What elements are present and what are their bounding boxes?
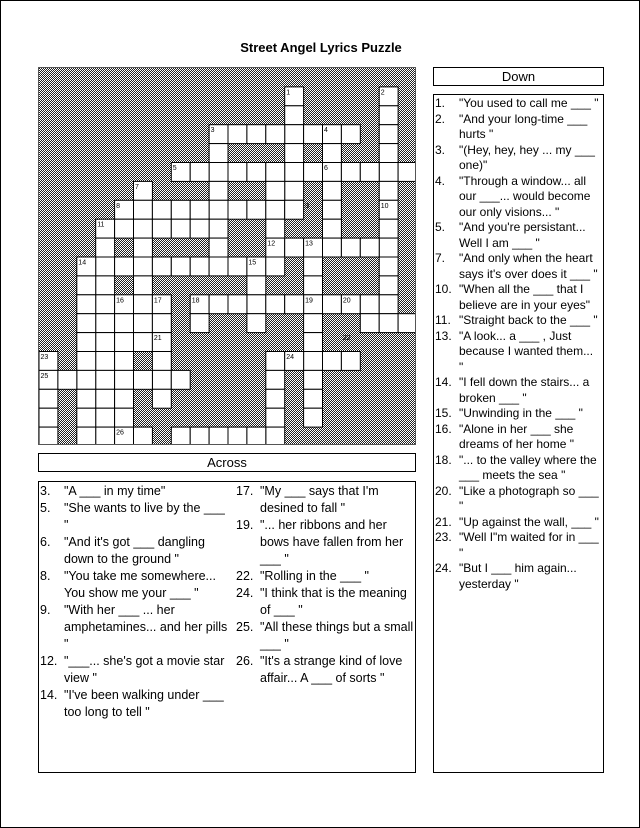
grid-cell[interactable] [209,181,228,200]
across-clue [40,568,230,602]
grid-cell[interactable] [304,333,323,352]
grid-cell[interactable] [285,106,304,125]
down-clue-number: 21. [435,514,452,529]
grid-cell[interactable] [323,295,342,314]
down-clue-list [435,96,600,592]
grid-cell[interactable] [379,314,398,333]
grid-cell[interactable] [134,257,153,276]
down-clue-text: "And your long-time ___ hurts " [459,111,588,141]
grid-cell[interactable] [323,238,342,257]
cell-number: 21 [153,335,162,343]
down-clue-text: "A look... a ___ , Just because I wanted them... " [459,328,594,374]
grid-cell[interactable] [115,389,134,408]
down-clue [435,112,600,143]
grid-cell[interactable] [171,257,190,276]
cell-number: 2 [380,89,385,97]
cell-number: 8 [116,202,121,210]
across-column-1 [40,483,230,721]
down-clue-number: 3. [435,142,446,157]
across-clue [236,517,414,568]
down-clue [435,406,600,422]
across-clue [40,602,230,653]
grid-cell[interactable] [96,370,115,389]
down-clue [435,453,600,484]
grid-cell[interactable] [247,125,266,144]
grid-cell[interactable] [247,276,266,295]
cell-number: 9 [305,202,310,210]
across-clue-number: 25. [236,620,254,634]
across-clues-panel [38,481,416,773]
grid-cell[interactable] [266,427,285,445]
cell-number: 22 [342,335,351,343]
grid-cell[interactable] [77,427,96,445]
across-clue-text: "___... she's got a movie star view " [64,654,225,685]
grid-cell[interactable] [285,200,304,219]
grid-cell[interactable] [247,200,266,219]
down-clue-text: "Well I"m waited for in ___ " [459,530,599,560]
grid-cell[interactable] [115,333,134,352]
grid-cell[interactable] [304,352,323,371]
across-clue [40,483,230,500]
cell-number: 4 [324,127,328,135]
grid-cell[interactable] [379,163,398,182]
down-clue-number: 7. [435,251,446,265]
grid-cell[interactable] [209,144,228,163]
down-clue [435,96,600,112]
grid-cell[interactable] [209,257,228,276]
down-clue [435,251,600,282]
grid-cell[interactable] [228,257,247,276]
grid-cell[interactable] [171,427,190,445]
grid-cell[interactable] [209,219,228,238]
grid-cell[interactable] [285,163,304,182]
cell-number: 1 [286,89,291,97]
grid-cell[interactable] [266,389,285,408]
cell-number: 12 [267,240,276,248]
across-clue-number: 5. [40,501,51,515]
grid-cell[interactable] [115,219,134,238]
grid-cell[interactable] [152,389,171,408]
across-clue-text: "With her ___ ... her amphetamines... and her pills " [64,603,228,651]
down-header: Down [433,67,604,86]
grid-cell[interactable] [285,125,304,144]
across-clue [40,500,230,534]
grid-cell[interactable] [228,163,247,182]
across-clue-text: "She wants to live by the ___ " [64,501,225,532]
grid-cell[interactable] [266,219,285,238]
grid-cell[interactable] [77,295,96,314]
grid-cell[interactable] [304,276,323,295]
grid-cell[interactable] [115,257,134,276]
cell-number: 10 [380,202,389,210]
grid-cell[interactable] [379,181,398,200]
grid-cell[interactable] [96,389,115,408]
grid-cell[interactable] [190,219,209,238]
grid-cell[interactable] [285,181,304,200]
grid-cell[interactable] [152,219,171,238]
grid-cell[interactable] [379,125,398,144]
grid-cell[interactable] [304,125,323,144]
grid-cell[interactable] [171,219,190,238]
across-clue-number: 17. [236,484,254,498]
grid-cell[interactable] [96,295,115,314]
down-clue [435,515,600,531]
grid-cell[interactable] [115,314,134,333]
grid-cell[interactable] [360,295,379,314]
grid-cell[interactable] [285,238,304,257]
down-clue-text: "I fell down the stairs... a broken ___ " [459,375,590,405]
grid-cell[interactable] [209,238,228,257]
down-clues-panel [433,94,604,773]
across-clue [40,653,230,687]
grid-cell[interactable] [190,257,209,276]
down-clue [435,530,600,561]
across-clue [236,653,414,687]
grid-cell[interactable] [228,295,247,314]
across-clue-text: "Rolling in the ___ " [260,569,369,583]
grid-cell[interactable] [77,408,96,427]
grid-cell[interactable] [77,276,96,295]
grid-cell[interactable] [379,219,398,238]
cell-number: 23 [40,354,49,361]
grid-cell[interactable] [209,163,228,182]
grid-cell[interactable] [152,257,171,276]
across-clue-number: 22. [236,569,254,583]
grid-cell[interactable] [96,314,115,333]
across-clue [40,687,230,721]
grid-cell[interactable] [115,408,134,427]
down-clue-number: 10. [435,282,452,296]
cell-number: 24 [286,354,294,361]
across-clue [236,568,414,585]
cell-number: 3 [210,127,215,135]
puzzle-title: Street Angel Lyrics Puzzle [240,40,402,55]
across-clue-number: 14. [40,688,58,702]
cell-number: 15 [248,259,257,267]
cell-number: 14 [78,259,87,267]
grid-cell[interactable] [209,427,228,445]
grid-cell[interactable] [209,295,228,314]
down-clue [435,561,600,592]
cell-number: 19 [305,297,313,305]
cell-number: 18 [191,297,200,305]
grid-cell[interactable] [323,181,342,200]
across-clue-number: 8. [40,569,51,583]
grid-cell[interactable] [398,163,416,182]
grid-cell[interactable] [341,125,360,144]
grid-cell[interactable] [209,200,228,219]
grid-cell[interactable] [379,106,398,125]
down-clue-number: 23. [435,530,452,544]
grid-cell[interactable] [285,144,304,163]
down-clue [435,282,600,313]
grid-cell[interactable] [266,352,285,371]
down-clue-number: 13. [435,328,452,343]
grid-cell[interactable] [247,295,266,314]
grid-cell[interactable] [115,370,134,389]
grid-cell[interactable] [96,238,115,257]
grid-cell[interactable] [39,408,58,427]
grid-cell[interactable] [266,295,285,314]
grid-cell[interactable] [190,314,209,333]
cell-number: 5 [172,165,177,172]
grid-cell[interactable] [341,238,360,257]
grid-cell[interactable] [152,200,171,219]
across-clue-text: "A ___ in my time" [64,484,166,498]
across-clue [236,483,414,517]
grid-cell[interactable] [304,314,323,333]
across-clue-text: "My ___ says that I'm desined to fall " [260,484,379,515]
grid-cell[interactable] [96,333,115,352]
grid-cell[interactable] [77,389,96,408]
across-clue-number: 26. [236,654,254,668]
grid-cell[interactable] [96,427,115,445]
grid-cell[interactable] [152,370,171,389]
grid-cell[interactable] [285,295,304,314]
grid-cell[interactable] [134,238,153,257]
down-clue-number: 4. [435,173,446,188]
grid-cell[interactable] [171,200,190,219]
down-clue-number: 16. [435,421,452,436]
grid-cell[interactable] [39,389,58,408]
crossword-grid [38,67,416,445]
cell-number: 16 [116,297,124,305]
grid-cell[interactable] [304,370,323,389]
down-clue-text: "You used to call me ___ " [459,96,599,110]
grid-cell[interactable] [379,144,398,163]
grid-cell[interactable] [77,370,96,389]
across-clue-number: 24. [236,586,254,600]
across-clue-text: "I've been walking under ___ too long to tell " [64,688,224,719]
grid-cell[interactable] [115,352,134,371]
grid-cell[interactable] [77,314,96,333]
down-clue-number: 20. [435,483,452,498]
grid-cell[interactable] [134,427,153,445]
cell-number: 11 [97,221,105,229]
grid-cell[interactable] [341,163,360,182]
cell-number: 13 [305,240,313,248]
cell-number: 6 [324,165,328,172]
grid-cell[interactable] [304,389,323,408]
grid-cell[interactable] [379,257,398,276]
grid-cell[interactable] [266,370,285,389]
across-clue-text: "I think that is the meaning of ___ " [260,586,407,617]
grid-cell[interactable] [266,200,285,219]
down-clue-text: "(Hey, hey, hey ... my ___ one)" [459,142,595,172]
down-clue [435,220,600,251]
down-clue-text: "And only when the heart says it's over does it ___ " [459,251,598,281]
grid-cell[interactable] [323,200,342,219]
down-clue-number: 11. [435,313,451,327]
grid-cell[interactable] [323,144,342,163]
grid-cell[interactable] [96,276,115,295]
grid-cell[interactable] [96,408,115,427]
crossword-grid-svg [39,68,416,445]
across-clue-text: "You take me somewhere... You show me your ___ " [64,569,216,600]
down-clue-number: 15. [435,406,452,420]
grid-cell[interactable] [228,427,247,445]
down-clue [435,422,600,453]
grid-cell[interactable] [266,257,285,276]
cell-number: 25 [40,372,49,380]
grid-cell[interactable] [379,276,398,295]
across-clue-text: "And it's got ___ dangling down to the ground " [64,535,205,566]
grid-cell[interactable] [190,427,209,445]
grid-cell[interactable] [228,125,247,144]
grid-cell[interactable] [152,314,171,333]
grid-cell[interactable] [134,276,153,295]
grid-cell[interactable] [360,314,379,333]
down-clue [435,143,600,174]
grid-cell[interactable] [266,163,285,182]
across-header: Across [38,453,416,472]
cell-number: 26 [116,429,124,437]
grid-cell[interactable] [152,352,171,371]
down-clue-number: 1. [435,96,446,110]
down-clue-text: "Unwinding in the ___ " [459,406,583,420]
grid-cell[interactable] [134,333,153,352]
grid-cell[interactable] [134,295,153,314]
grid-cell[interactable] [39,427,58,445]
down-clue-text: "Up against the wall, ___ " [459,514,599,529]
grid-cell[interactable] [360,238,379,257]
down-clue [435,174,600,221]
across-clue [236,585,414,619]
cell-number: 17 [153,297,162,305]
down-clue-text: "But I ___ him again... yesterday " [459,561,577,591]
grid-cell[interactable] [398,314,416,333]
down-clue-text: "Through a window... all our ___... would become our only visions... " [459,173,591,219]
down-clue [435,375,600,406]
down-clue [435,329,600,376]
cell-number: 20 [342,297,351,305]
across-clue-text: "It's a strange kind of love affair... A ___ of sorts " [260,654,403,685]
grid-cell[interactable] [266,125,285,144]
grid-cell[interactable] [190,163,209,182]
grid-cell[interactable] [134,370,153,389]
cell-number: 7 [135,183,139,191]
grid-cell[interactable] [341,352,360,371]
grid-cell[interactable] [247,163,266,182]
across-clue-text: "All these things but a small ___ " [260,620,414,651]
grid-cell[interactable] [171,370,190,389]
down-clue-number: 24. [435,561,452,575]
grid-cell[interactable] [190,200,209,219]
grid-cell[interactable] [379,295,398,314]
across-clue-number: 19. [236,518,254,532]
grid-cell[interactable] [304,257,323,276]
grid-cell[interactable] [134,219,153,238]
grid-cell[interactable] [379,238,398,257]
grid-cell[interactable] [58,370,77,389]
grid-cell[interactable] [360,163,379,182]
down-clue-number: 2. [435,111,446,126]
across-clue-number: 12. [40,654,58,668]
grid-cell[interactable] [77,333,96,352]
down-clue-text: "When all the ___ that I believe are in your eyes" [459,282,590,312]
down-clue-text: "Alone in her ___ she dreams of her home " [459,421,574,451]
across-clue-number: 3. [40,484,51,498]
grid-cell[interactable] [96,257,115,276]
down-clue-text: "Straight back to the ___ " [459,313,598,327]
grid-cell[interactable] [323,352,342,371]
down-clue-number: 18. [435,452,452,467]
grid-cell[interactable] [247,427,266,445]
down-clue [435,313,600,329]
grid-cell[interactable] [96,352,115,371]
down-clue-text: "Like a photograph so ___ " [459,483,599,513]
grid-cell[interactable] [228,200,247,219]
across-clue-number: 6. [40,535,51,549]
down-clue-number: 14. [435,375,452,389]
down-clue [435,484,600,515]
grid-cell[interactable] [134,314,153,333]
grid-cell[interactable] [304,408,323,427]
across-clue-number: 9. [40,603,51,617]
grid-cell[interactable] [323,219,342,238]
across-clue-text: "... her ribbons and her bows have fallen from her ___ " [260,518,404,566]
down-clue-text: "And you're persistant... Well I am ___ " [459,220,586,250]
across-column-2 [236,483,414,687]
across-clue [236,619,414,653]
down-clue-number: 5. [435,220,446,234]
grid-cell[interactable] [266,408,285,427]
grid-cell[interactable] [247,314,266,333]
grid-cell[interactable] [134,200,153,219]
down-clue-text: "... to the valley where the ___ meets the sea " [459,452,597,482]
across-clue [40,534,230,568]
grid-cell[interactable] [266,181,285,200]
grid-cell[interactable] [77,352,96,371]
grid-cell[interactable] [304,163,323,182]
